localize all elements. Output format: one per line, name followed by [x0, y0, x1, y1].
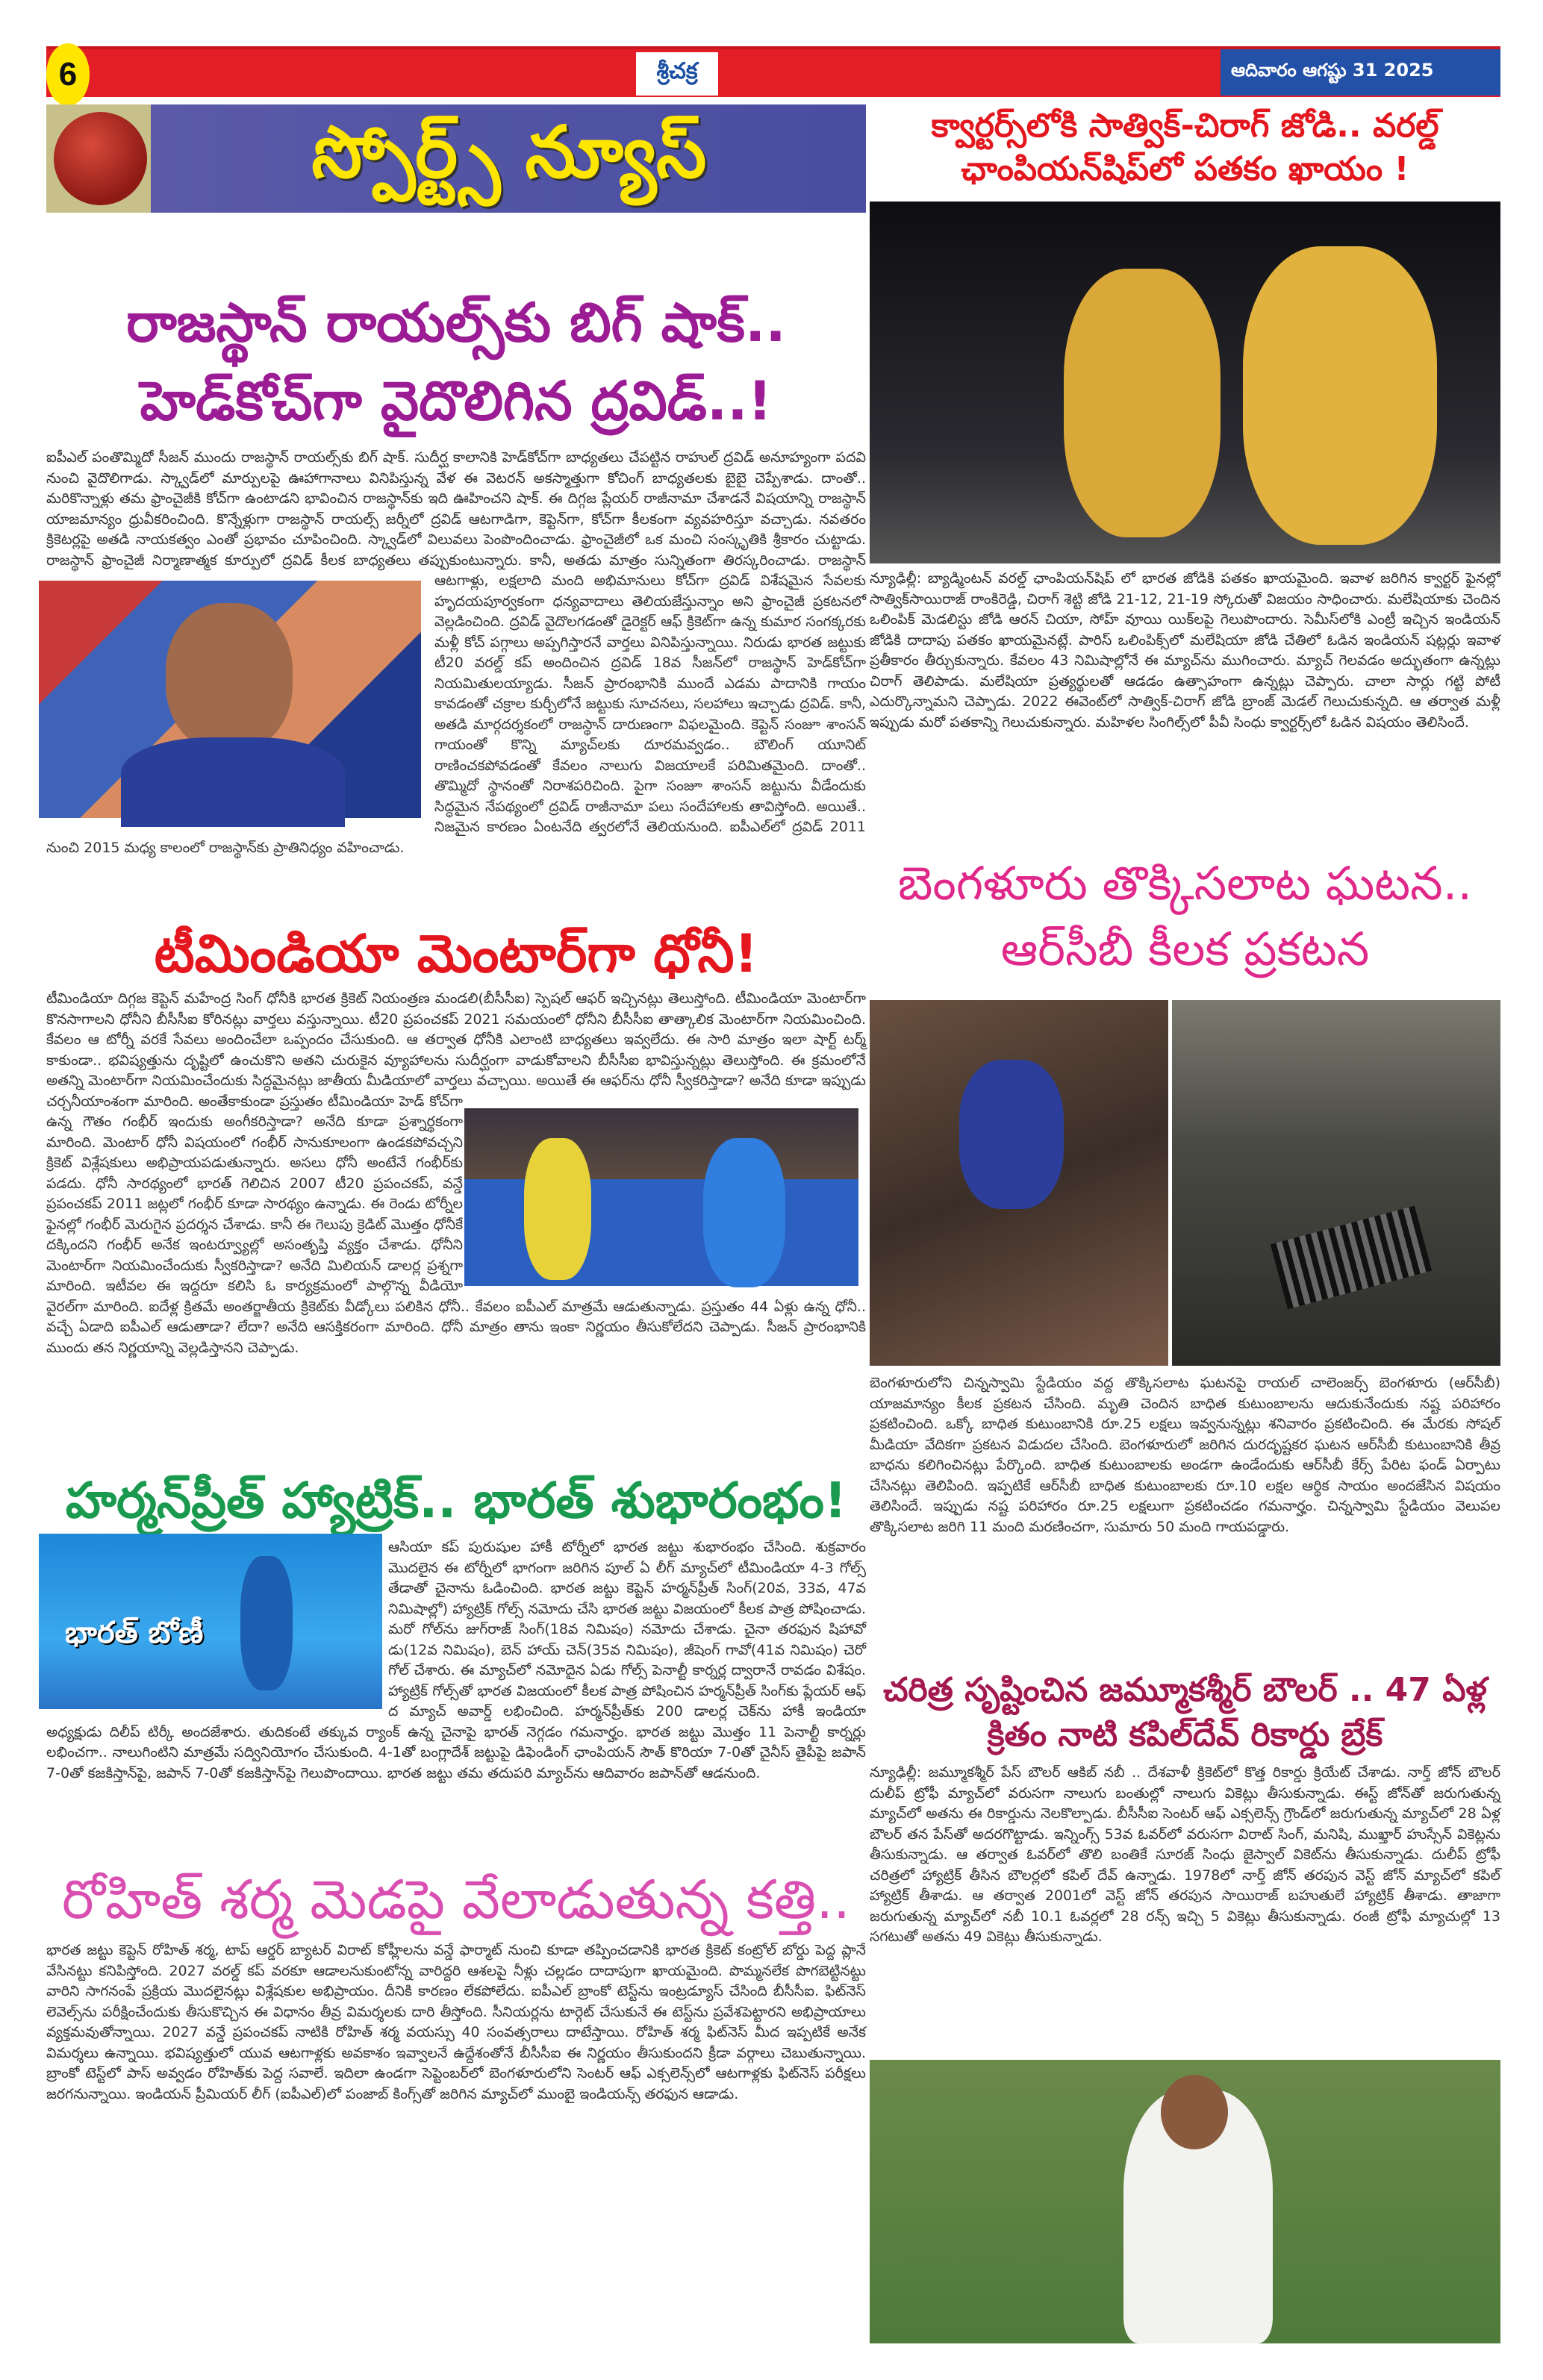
headline-nabi: చరిత్ర సృష్టించిన జమ్మూకశ్మీర్ బౌలర్ .. 47 ఏళ్ల క్రితం నాటి కపిల్‌దేవ్ రికార్డు బ్రేక్: [883, 1671, 1487, 1754]
photo-badminton: [870, 202, 1500, 563]
newspaper-logo: శ్రీచక్ర: [636, 52, 718, 96]
article-body-rcb: బెంగళూరులోని చిన్నస్వామి స్టేడియం వద్ద తొక్కిసలాట ఘటనపై రాయల్ చాలెంజర్స్ బెంగళూరు (ఆర్‌సీబీ) యాజమాన్యం కీలక ప్రకటన చేసింది. మృతి చెందిన బాధిత కుటుంబాలను ఆదుకునేందుకు నష్ట పరిహారం ప్రకటించింది. ఒక్కో బాధిత కుటుంబానికి రూ.25 లక్షలు ఇవ్వనున్నట్లు శనివారం ప్రకటించింది. ఈ మేరకు సోషల్ మీడియా వేదికగా ప్రకటన విడుదల చేసింది. బెంగళూరులో జరిగిన దురదృష్టకర ఘటన ఆర్‌సీబీ కుటుంబానికి తీవ్ర బాధను కలిగించినట్లు పేర్కొంది. బాధిత కుటుంబాలకు అండగా ఉండేందుకు ఆర్‌సీబీ కేర్స్ పేరిట ఫండ్ ఏర్పాటు చేసినట్లు తెలిపింది. ఇప్పటికే ఆర్‌సీబీ బాధిత కుటుంబాలకు రూ.10 లక్షల ఆర్థిక సాయం అందజేసిన విషయం తెలిసిందే. ఇప్పుడు నష్ట పరిహారం రూ.25 లక్షలుగా ప్రకటించడం గమనార్హం. చిన్నస్వామి స్టేడియం వెలుపల తొక్కిసలాట జరిగి 11 మంది మరణించగా, సుమారు 50 మంది గాయపడ్డారు.: [870, 1375, 1500, 1535]
page-number: 6: [46, 43, 90, 106]
headline-rohit: రోహిత్ శర్మ మెడపై వేలాడుతున్న కత్తి..: [62, 1868, 850, 1931]
cricket-ball-icon: [54, 112, 147, 205]
headline-dravid: రాజస్థాన్ రాయల్స్‌కు బిగ్ షాక్.. హెడ్‌కోచ్‌గా వైదొలిగిన ద్రవిడ్..!: [126, 291, 786, 432]
article-body-dravid: ఐపీఎల్ పంతొమ్మిదో సీజన్ ముందు రాజస్థాన్ రాయల్స్‌కు బిగ్ షాక్. సుదీర్ఘ కాలానికి హెడ్‌కోచ్‌గా బాధ్యతలు చేపట్టిన రాహుల్ ద్రవిడ్ అనూహ్యంగా పదవి నుంచి వైదొలిగాడు. స్క్వాడ్‌లో మార్పులపై ఊహాగానాలు వినిపిస్తున్న వేళ ఈ వెటరన్ అకస్మాత్తుగా కోచింగ్ బాధ్యతలకు బైబై చెప్పేశాడు. దాంతో.. మరికొన్నాళ్లు తమ ఫ్రాంచైజీకి కోచ్‌గా ఉంటాడని భావించిన రాజస్థాన్‌కు ఇది ఊహించని షాక్. ఈ దిగ్గజ ప్లేయర్ రాజీనామా చేశాడనే విషయాన్ని రాజస్థాన్ యాజమాన్యం ధ్రువీకరించింది. కొన్నేళ్లుగా రాజస్థాన్ రాయల్స్ జర్నీలో ద్రవిడ్ ఆటగాడిగా, కెప్టెన్‌గా, కోచ్‌గా కీలకంగా వ్యవహరిస్తూ వచ్చాడు. నవతరం క్రికెటర్లపై అతడి నాయకత్వం ఎంతో ప్రభావం చూపించింది. స్క్వాడ్‌లో విలువలు పెంపొందించాడు. ఫ్రాంచైజీలో ఒక మంచి సంస్కృతికి శ్రీకారం చుట్టాడు. రాజస్థాన్ ఫ్రాంచైజీ నిర్మాణాత్మక కూర్పులో ద్రవిడ్ కీలక బాధ్యతలు తప్పుకుంటున్నారు. కానీ, అతడు మాత్రం సున్నితంగా తిరస్కరించాడు. రాజస్థాన్ ఆటగాళ్లు, లక్షలాది మంది అభిమానులు కోచ్‌గా ద్రవిడ్ విశేషమైన సేవలకు హృదయపూర్వకంగా ధన్యవాదాలు తెలియజేస్తున్నాం అని ఫ్రాంచైజీ ప్రకటనలో వెల్లడించింది. ద్రవిడ్ వైదొలగడంతో డైరెక్టర్ ఆఫ్ క్రికెట్‌గా ఉన్న కుమార సంగక్కరకు మళ్లీ కోచ్ పగ్గాలు అప్పగిస్తారనే వార్తలు వినిపిస్తున్నాయి. నిరుడు భారత జట్టుకు టీ20 వరల్డ్ కప్ అందించిన ద్రవిడ్ 18వ సీజన్‌లో రాజస్థాన్ హెడ్‌కోచ్‌గా నియమితులయ్యాడు. సీజన్ ప్రారంభానికి ముందే ఎడమ పాదానికి గాయం కావడంతో చక్రాల కుర్చీలోనే జట్టుకు సూచనలు, సలహాలు ఇచ్చాడు ద్రవిడ్. కానీ, అతడి మార్గదర్శకంలో రాజస్థాన్ దారుణంగా విఫలమైంది. కెప్టెన్ సంజూ శాంసన్ గాయంతో కొన్ని మ్యాచ్‌లకు దూరమవ్వడం.. బౌలింగ్ యూనిట్ రాణించకపోవడంతో కేవలం నాలుగు విజయాలకే పరిమితమైంది. దాంతో.. తొమ్మిదో స్థానంతో నిరాశపరిచింది. పైగా సంజూ శాంసన్ జట్టును వీడేందుకు సిద్ధమైన నేపథ్యంలో ద్రవిడ్ రాజీనామా పలు సందేహాలకు తావిస్తోంది. అయితే.. నిజమైన కారణం ఏంటనేది త్వరలోనే తెలియనుంది. ఐపీఎల్‌లో ద్రవిడ్ 2011 నుంచి 2015 మధ్య కాలంలో రాజస్థాన్‌కు ప్రాతినిధ్యం వహించాడు.: [46, 449, 866, 856]
issue-date: ఆదివారం ఆగష్టు 31 2025: [1221, 49, 1500, 96]
hockey-image-caption: భారత్ బోణీ: [65, 1616, 204, 1650]
headline-dhoni: టీమిండియా మెంటార్‌గా ధోనీ!: [154, 923, 758, 984]
photo-aqib-nabi: [870, 2060, 1500, 2343]
banner-title: స్పోర్ట్స్ న్యూస్: [311, 110, 707, 194]
article-body-nabi: న్యూఢిల్లీ: జమ్మూకశ్మీర్ పేస్ బౌలర్ ఆకిబ్ నబీ .. దేశవాళీ క్రికెట్‌లో కొత్త రికార్డు క్రియేట్ చేశాడు. నార్త్ జోన్ బౌలర్ దులీప్ ట్రోఫీ మ్యాచ్‌లో వరుసగా నాలుగు బంతుల్లో నాలుగు వికెట్లు తీసుకున్నాడు. ఈస్ట్ జోన్‌తో జరుగుతున్న మ్యాచ్‌లో అతను ఈ రికార్డును నెలకొల్పాడు. బీసీసీఐ సెంటర్ ఆఫ్ ఎక్సలెన్స్ గ్రౌండ్‌లో జరుగుతున్న మ్యాచ్‌లో 28 ఏళ్ల బౌలర్ తన పేస్‌తో అదరగొట్టాడు. ఇన్నింగ్స్ 53వ ఓవర్‌లో వరుసగా విరాట్ సింగ్, మనిషి, ముఖ్తార్ హుస్సేన్ వికెట్లను తీసుకున్నాడు. ఆ తర్వాత ఓవర్‌లో తొలి బంతికే సూరజ్ సింధు జైస్వాల్ వికెట్‌ను తీసుకున్నాడు. దులీప్ ట్రోఫీ చరిత్రలో హ్యాట్రిక్ తీసిన బౌలర్లలో కపిల్ దేవ్ ఉన్నాడు. 1978లో నార్త్ జోన్ తరపున వెస్ట్ జోన్ మ్యాచ్‌లో కపిల్ హ్యాట్రిక్ తీశాడు. ఆ తర్వాత 2001లో వెస్ట్ జోన్ తరపున సాయిరాజ్ బహుతులే హ్యాట్రిక్ తీశాడు. తాజాగా జరుగుతున్న మ్యాచ్‌లో నబీ 10.1 ఓవర్లలో 28 రన్స్ ఇచ్చి 5 వికెట్లు తీసుకున్నాడు. రంజీ ట్రోఫీ మ్యాచుల్లో 13 సగటుతో అతను 49 వికెట్లు తీసుకున్నాడు.: [870, 1764, 1500, 1945]
article-body-rohit: భారత జట్టు కెప్టెన్ రోహిత్ శర్మ, టాప్ ఆర్డర్ బ్యాటర్ విరాట్ కోహ్లీలను వన్డే ఫార్మాట్ నుంచి కూడా తప్పించడానికి భారత క్రికెట్ కంట్రోల్ బోర్డు పెద్ద ప్లానే వేసినట్టు కనిపిస్తోంది. 2027 వరల్డ్ కప్ వరకూ ఆడాలనుకుంటోన్న వారిద్దరి ఆశలపై నీళ్లు చల్లడం దాదాపుగా ఖాయమైంది. పొమ్మనలేక పొగబెట్టినట్టు వారిని సాగనంపే ప్రక్రియ మొదలైనట్లు విశ్లేషకుల అభిప్రాయం. దీనికి కారణం లేకపోలేదు. ఐపీఎల్ బ్రాంకో టెస్ట్‌ను ఇంట్రడ్యూస్ చేసింది బీసీసీఐ. ఫిట్‌నెస్ లెవెల్స్‌ను పరీక్షించేందుకు తీసుకొచ్చిన ఈ విధానం తీవ్ర విమర్శలకు దారి తీస్తోంది. సీనియర్లను టార్గెట్ చేసుకునే ఈ టెస్ట్‌ను ప్రవేశపెట్టారని అభిప్రాయాలు వ్యక్తమవుతోన్నాయి. 2027 వన్డే ప్రపంచకప్ నాటికి రోహిత్ శర్మ వయస్సు 40 సంవత్సరాలు దాటేస్తాయి. రోహిత్ శర్మ ఫిట్‌నెస్ మీద ఇప్పటికే అనేక విమర్శలు ఉన్నాయి. భవిష్యత్తులో యువ ఆటగాళ్లకు అవకాశం ఇవ్వాలనే ఉద్దేశంతోనే బీసీసీఐ ఈ నిర్ణయం తీసుకుందని క్రీడా వర్గాలు చెబుతున్నాయి. బ్రాంకో టెస్ట్‌లో పాస్ అవ్వడం రోహిత్‌కు పెద్ద సవాలే. ఇదిలా ఉండగా సెప్టెంబర్‌లో బెంగళూరులోని సెంటర్ ఆఫ్ ఎక్సలెన్స్‌లో ఆటగాళ్లకు ఫిట్‌నెస్ పరీక్షలు జరగనున్నాయి. ఇండియన్ ప్రీమియర్ లీగ్ (ఐపీఎల్)లో పంజాబ్ కింగ్స్‌తో జరిగిన మ్యాచ్‌లో ముంబై ఇండియన్స్ తరఫున ఆడాడు.: [46, 1942, 866, 2102]
article-body-hockey: ఆసియా కప్ పురుషుల హాకీ టోర్నీలో భారత జట్టు శుభారంభం చేసింది. శుక్రవారం మొదలైన ఈ టోర్నీలో భాగంగా జరిగిన పూల్ ఏ లీగ్ మ్యాచ్‌లో టీమిండియా 4-3 గోల్స్ తేడాతో చైనాను ఓడించింది. భారత జట్టు కెప్టెన్ హర్మన్‌ప్రీత్ సింగ్(20వ, 33వ, 47వ నిమిషాల్లో) హ్యాట్రిక్ గోల్స్ నమోదు చేసి భారత జట్టు విజయంలో కీలక పాత్ర పోషించాడు. మరో గోల్‌ను జుగ్‌రాజ్ సింగ్(18వ నిమిషం) నమోదు చేశాడు. చైనా తరఫున షిహావో డు(12వ నిమిషం), బెన్ హాయ్ చెన్(35వ నిమిషం), జీషెంగ్ గావో(41వ నిమిషం) చెరో గోల్ చేశారు. ఈ మ్యాచ్‌లో నమోదైన ఏడు గోల్స్ పెనాల్టీ కార్నర్ల ద్వారానే రావడం విశేషం. హ్యాట్రిక్ గోల్స్‌తో భారత విజయంలో కీలక పాత్ర పోషించిన హర్మన్‌ప్రీత్ సింగ్‌కు ప్లేయర్ ఆఫ్ ద మ్యాచ్ అవార్డ్ లభించింది. హర్మన్‌ప్రీత్‌కు 200 డాలర్ల చెక్‌ను హాకీ ఇండియా అధ్యక్షుడు దిలీప్ టిర్కీ అందజేశారు. తుదికంటే తక్కువ ర్యాంక్ ఉన్న చైనాపై భారత్ నెగ్గడం గమనార్హం. భారత జట్టు మొత్తం 11 పెనాల్టీ కార్నర్లు లభించగా.. నాలుగింటిని మాత్రమే సద్వినియోగం చేసుకుంది. 4-1తో బంగ్లాదేశ్ జట్టుపై డిఫెండింగ్ ఛాంపియన్ సౌత్ కొరియా 7-0తో చైనీస్ తైపీపై జపాన్ 7-0తో కజకిస్తాన్‌పై, జపాన్ 7-0తో కజకిస్తాన్‌పై గెలుపొందాయి. భారత జట్టు తమ తదుపరి మ్యాచ్‌ను ఆదివారం జపాన్‌తో ఆడనుంది.: [46, 1539, 866, 1781]
headline-hockey: హర్మన్‌ప్రీత్ హ్యాట్రిక్.. భారత్ శుభారంభం!: [65, 1472, 847, 1529]
headline-rcb: బెంగళూరు తొక్కిసలాట ఘటన.. ఆర్‌సీబీ కీలక ప్రకటన: [897, 856, 1473, 976]
article-body-dhoni: టీమిండియా దిగ్గజ కెప్టెన్ మహేంద్ర సింగ్ ధోనీకి భారత క్రికెట్ నియంత్రణ మండలి(బీసీసీఐ) స్పెషల్ ఆఫర్ ఇచ్చినట్లు తెలుస్తోంది. టీమిండియా మెంటార్‌గా కొనసాగాలని ధోనీని బీసీసీఐ కోరినట్లు వార్తలు వస్తున్నాయి. టీ20 ప్రపంచకప్ 2021 సమయంలో ధోనీని బీసీసీఐ తాత్కాలిక మెంటార్‌గా నియమించింది. కేవలం ఆ టోర్నీ వరకే సేవలు అందించేలా ఒప్పందం చేసుకుంది. ఆ తర్వాత ధోనీకి ఎలాంటి బాధ్యతలు ఇవ్వలేదు. ఈ సారి మాత్రం ఇలా షార్ట్ టర్మ్ కాకుండా.. భవిష్యత్తును దృష్టిలో ఉంచుకొని అతని చురుకైన వ్యూహాలను సుదీర్ఘంగా వాడుకోవాలని బీసీసీఐ భావిస్తున్నట్లు తెలుస్తోంది. ఈ క్రమంలోనే అతన్ని మెంటార్‌గా నియమించేందుకు సిద్ధమైనట్లు జాతీయ మీడియాలో వార్తలు వచ్చాయి. అయితే ఈ ఆఫర్‌ను ధోనీ స్వీకరిస్తాడా? అనేది కూడా ఇప్పుడు చర్చనీయాంశంగా మారింది. అంతేకాకుండా ప్రస్తుతం టీమిండియా హెడ్ కోచ్‌గా ఉన్న గౌతం గంభీర్ ఇందుకు అంగీకరిస్తాడా? అనేది కూడా ప్రశ్నార్థకంగా మారింది. మెంటార్ ధోనీ విషయంలో గంభీర్ సానుకూలంగా ఉండకపోవచ్చని క్రికెట్ విశ్లేషకులు అభిప్రాయపడుతున్నారు. అసలు ధోనీ అంటేనే గంభీర్‌కు పడదు. ధోనీ సారథ్యంలో భారత్ గెలిచిన 2007 టీ20 ప్రపంచకప్, వన్డే ప్రపంచకప్ 2011 జట్లలో గంభీర్ కూడా సారథ్యం ఉన్నాడు. ఈ రెండు టోర్నీల ఫైనల్లో గంభీర్ మెరుగైన ప్రదర్శన చేశాడు. కానీ ఈ గెలుపు క్రెడిట్ మొత్తం ధోనీకే దక్కిందని గంభీర్ అనేక ఇంటర్వ్యూల్లో అసంతృప్తి వ్యక్తం చేశాడు. ధోనీని మెంటార్‌గా నియమించేందుకు స్వీకరిస్తాడా? అనేది మిలియన్ డాలర్ల ప్రశ్నగా మారింది. ఇటీవల ఈ ఇద్దరూ కలిసి ఓ కార్యక్రమంలో పాల్గొన్న వీడియో వైరల్‌గా మారింది. ఐదేళ్ల క్రితమే అంతర్జాతీయ క్రికెట్‌కు వీడ్కోలు పలికిన ధోనీ.. కేవలం ఐపీఎల్ మాత్రమే ఆడుతున్నాడు. ప్రస్తుతం 44 ఏళ్లు ఉన్న ధోనీ.. వచ్చే ఏడాది ఐపీఎల్ ఆడుతాడా? లేదా? అనేది ఆసక్తికరంగా మారింది. ధోనీ మాత్రం తాను ఇంకా నిర్ణయం తీసుకోలేదని చెప్పాడు. సీజన్ ప్రారంభానికి ముందు తన నిర్ణయాన్ని వెల్లడిస్తానని చెప్పాడు.: [46, 990, 866, 1356]
photo-stampede-shoes: [1172, 1000, 1500, 1366]
sports-news-banner: [46, 104, 866, 213]
headline-badminton: క్వార్టర్స్‌లోకి సాత్విక్-చిరాగ్ జోడి.. వరల్డ్ ఛాంపియన్‌షిప్‌లో పతకం ఖాయం !: [931, 107, 1439, 188]
article-body-badminton: న్యూఢిల్లీ: బ్యాడ్మింటన్ వరల్డ్ ఛాంపియన్‌షిప్ లో భారత జోడికి పతకం ఖాయమైంది. ఇవాళ జరిగిన క్వార్టర్ ఫైనల్లో సాత్విక్‌సాయిరాజ్ రాంకిరెడ్డి, చిరాగ్ శెట్టి జోడి 21-12, 21-19 స్కోరుతో విజయం సాధించారు. మలేషియాకు చెందిన ఒలింపిక్ మెడలిస్టు జోడి ఆరన్ చియా, సోహ్ వూయి యిక్‌లపై గెలుపొందారు. సెమీస్‌లోకి ఎంట్రీ ఇచ్చిన ఇండియన్ జోడికి దాదాపు పతకం ఖాయమైనట్లే. పారిస్ ఒలింపిక్స్‌లో మలేషియా జోడి చేతిలో ఓడిన ఇండియన్ షట్లర్లు ఇవాళ ప్రతీకారం తీర్చుకున్నారు. కేవలం 43 నిమిషాల్లోనే ఈ మ్యాచ్‌ను ముగించారు. మ్యాచ్ గెలవడం అద్భుతంగా ఉన్నట్లు చిరాగ్ తెలిపాడు. మలేషియా ప్రత్యర్థులతో ఆడడం ఉత్సాహంగా ఉన్నట్లు చెప్పారు. చాలా సార్లు గట్టి పోటీ ఎదుర్కొన్నామని చెప్పాడు. 2022 ఈవెంట్‌లో సాత్విక్-చిరాగ్ జోడి బ్రాంజ్ మెడల్ గెలుచుకున్నది. ఆ తర్వాత మళ్లీ ఇప్పుడు మరో పతకాన్ని గెలుచుకున్నారు. మహిళల సింగిల్స్‌లో పీవీ సింధు క్వార్టర్స్‌లో ఓడిన విషయం తెలిసిందే.: [870, 570, 1500, 731]
photo-stampede-crowd: [870, 1000, 1168, 1366]
